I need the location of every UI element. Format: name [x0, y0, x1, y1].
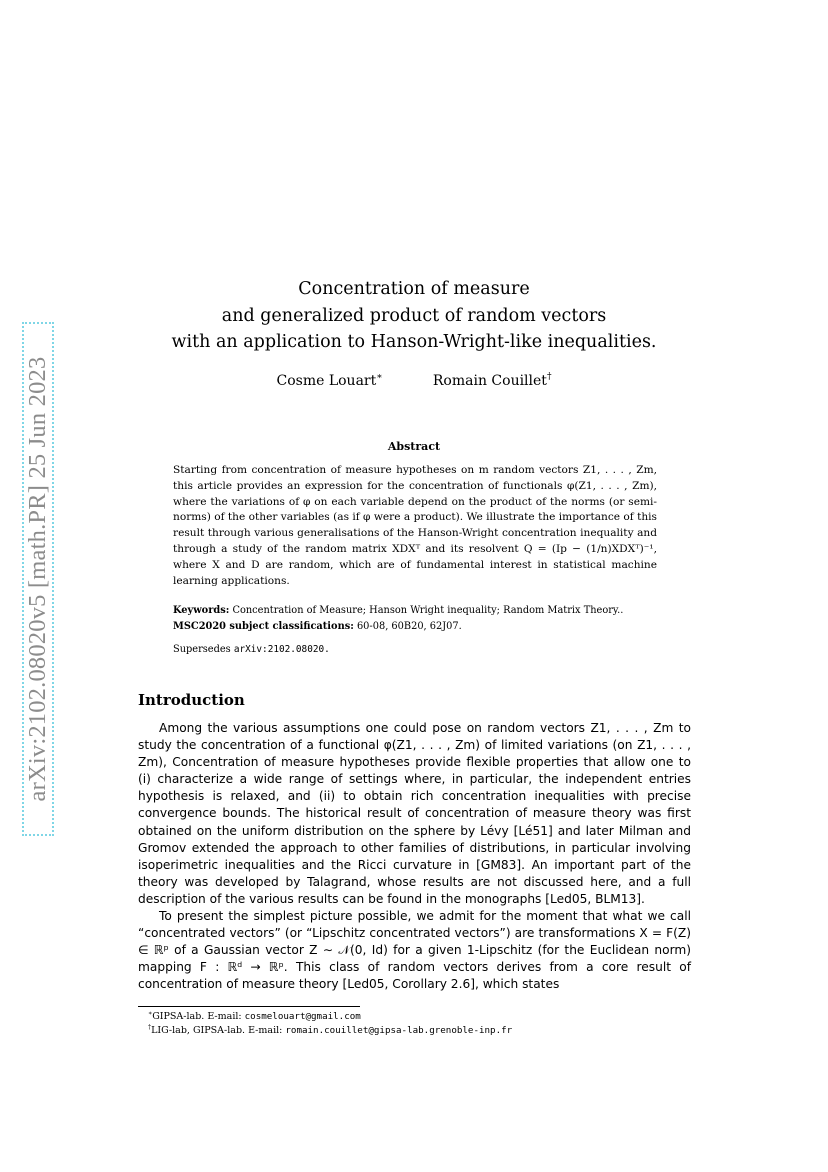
keywords: Concentration of Measure; Hanson Wright inequality; Random Matrix Theory..: [232, 605, 624, 616]
footnote: ∗GIPSA-lab. E-mail: cosmelouart@gmail.com: [148, 1010, 361, 1023]
supersedes-id: arXiv:2102.08020.: [233, 644, 330, 655]
authors: [0, 372, 828, 389]
msc-label: MSC2020 subject classifications:: [173, 620, 354, 632]
email-link[interactable]: romain.couillet@gipsa-lab.grenoble-inp.fr: [285, 1025, 513, 1037]
msc-codes: 60-08, 60B20, 62J07.: [356, 620, 462, 632]
supersedes-note: Supersedes arXiv:2102.08020.: [173, 644, 330, 655]
footnote: †LIG-lab, GIPSA-lab. E-mail: romain.couillet@gipsa-lab.grenoble-inp.fr: [148, 1024, 513, 1037]
email-link[interactable]: cosmelouart@gmail.com: [244, 1011, 361, 1023]
footnote-rule: [138, 1006, 360, 1007]
arxiv-stamp-text: arXiv:2102.08020v5 [math.PR] 25 Jun 2023: [24, 356, 51, 802]
title-line: Concentration of measure: [298, 279, 530, 299]
title-line: with an application to Hanson-Wright-like inequalities.: [171, 332, 657, 352]
paper-title: [0, 276, 828, 356]
abstract-body: [173, 463, 657, 589]
keywords-label: Keywords:: [173, 605, 230, 616]
abstract-text: Starting from concentration of measure hypotheses on m random vectors Z1, . . . , Zm, this article provides an expression for the concentration of functionals φ(Z1, . . . , Zm), where the variations of φ on each variable depend on the product of the norms (or semi-norms) of the other variables (as if φ were a product). We illustrate the importance of this result through various generalisations of the Hanson-Wright concentration inequality and through a study of the random matrix XDXᵀ and its resolvent Q = (Ip − (1/n)XDXᵀ)⁻¹, where X and D are random, which are of fundamental interest in statistical machine learning applications.: [173, 464, 657, 587]
arxiv-stamp: [22, 322, 54, 836]
paragraph: Among the various assumptions one could pose on random vectors Z1, . . . , Zm to study the concentration of a functional φ(Z1, . . . , Zm) of limited variations (on Z1, . . . , Zm), Concentration of measure hypotheses provide flexible properties that allow one to (i) characterize a wide range of settings where, in particular, the independent entries hypothesis is relaxed, and (ii) to obtain rich concentration inequalities with precise convergence bounds. The historical result of concentration of measure theory was first obtained on the uniform distribution on the sphere by Lévy [Lé51] and later Milman and Gromov extended the approach to other families of distributions, in particular involving isoperimetric inequalities and the Ricci curvature in [GM83]. An important part of the theory was developed by Talagrand, whose results are not discussed here, and a full description of the various results can be found in the monographs [Led05, BLM13].: [138, 721, 691, 906]
introduction-body: [138, 720, 691, 994]
title-line: and generalized product of random vectors: [221, 305, 607, 326]
section-heading-introduction: Introduction: [138, 691, 245, 709]
paragraph: To present the simplest picture possible, we admit for the moment that what we call “concentrated vectors” (or “Lipschitz concentrated vectors”) are transformations X = F(Z) ∈ ℝᵖ of a Gaussian vector Z ∼ 𝒩(0, Id) for a given 1-Lipschitz (for the Euclidean norm) mapping F : ℝᵈ → ℝᵖ. This class of random vectors derives from a core result of concentration of measure theory [Led05, Corollary 2.6], which states: [138, 909, 691, 992]
author: Cosme Louart∗: [276, 372, 383, 389]
author: Romain Couillet†: [432, 372, 552, 389]
keywords-block: [173, 603, 657, 634]
abstract-heading: Abstract: [387, 440, 441, 453]
